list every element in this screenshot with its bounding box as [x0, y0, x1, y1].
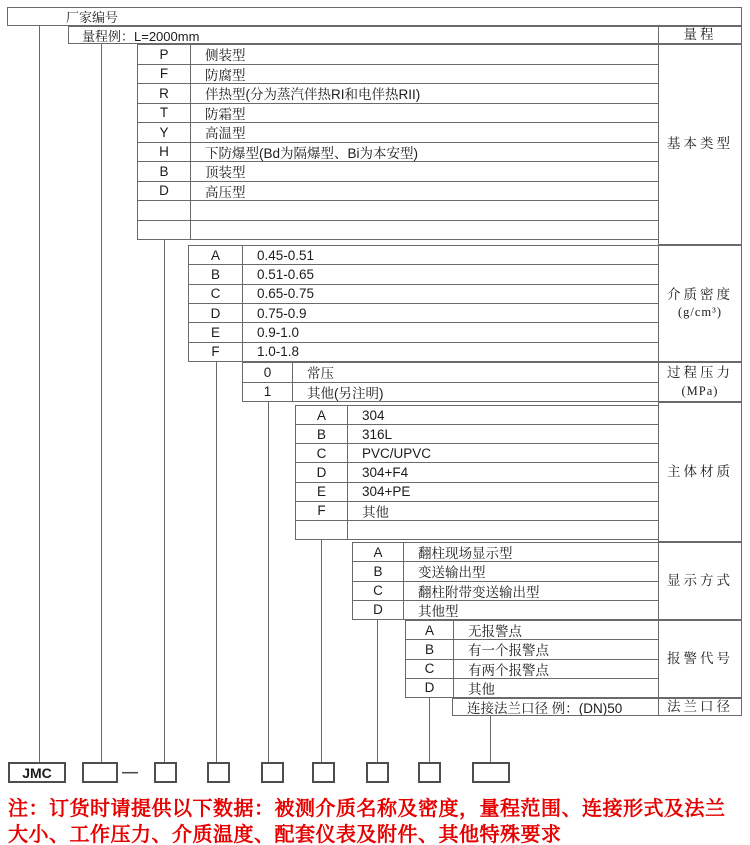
- table-row: [243, 383, 658, 402]
- category-label-text: 显示方式: [667, 572, 733, 588]
- desc-cell: [348, 521, 658, 539]
- desc-cell: 有两个报警点: [468, 662, 549, 678]
- category-label: [658, 362, 742, 402]
- category-label: [658, 44, 742, 245]
- code-cell: P: [138, 45, 191, 64]
- table-row: [353, 582, 658, 601]
- range-example-label: 量程例：L=2000mm: [82, 28, 200, 44]
- table-row: [189, 285, 658, 304]
- table-row: [189, 323, 658, 342]
- code-cell: D: [353, 601, 404, 619]
- desc-cell: 304+F4: [362, 464, 409, 480]
- code-cell: E: [296, 483, 348, 501]
- table-row: [296, 425, 658, 444]
- section-alarm-code: [405, 620, 659, 698]
- desc-cell: 0.65-0.75: [257, 286, 315, 302]
- desc-cell: 常压: [307, 366, 334, 382]
- desc-cell: 高温型: [205, 126, 246, 142]
- desc-cell: 无报警点: [468, 624, 522, 640]
- table-row: [406, 660, 658, 679]
- table-row: [189, 265, 658, 284]
- desc-cell: 其他: [468, 681, 495, 697]
- code-cell: B: [138, 162, 191, 181]
- table-row: [189, 246, 658, 265]
- table-row: [189, 304, 658, 323]
- desc-cell: 下防爆型(Bd为隔爆型、Bi为本安型): [205, 145, 419, 161]
- desc-cell: 连接法兰口径 例：(DN)50: [467, 701, 623, 715]
- display-code-box: [366, 762, 389, 783]
- table-row: [189, 343, 658, 361]
- code-cell: Y: [138, 123, 191, 142]
- section-display-mode: [352, 542, 659, 620]
- code-cell: D: [189, 304, 243, 322]
- table-row: [138, 143, 658, 163]
- code-cell: T: [138, 104, 191, 123]
- code-cell: C: [189, 285, 243, 303]
- table-row: [296, 521, 658, 539]
- category-label-text: 过程压力: [667, 365, 733, 381]
- code-cell: A: [406, 621, 454, 639]
- code-cell: F: [138, 65, 191, 84]
- connector-line: [101, 44, 102, 762]
- table-row: [406, 679, 658, 697]
- desc-cell: [191, 221, 658, 240]
- code-cell: D: [296, 463, 348, 481]
- section-flange-size: [452, 698, 659, 716]
- desc-cell: 有一个报警点: [468, 643, 549, 659]
- category-label: [658, 26, 742, 44]
- desc-cell: 翻柱现场显示型: [418, 546, 513, 562]
- code-cell: R: [138, 84, 191, 103]
- factory-code-label: 厂家编号: [66, 10, 119, 25]
- factory-code-row: [7, 7, 742, 26]
- code-cell: B: [189, 265, 243, 283]
- code-cell: 1: [243, 383, 293, 402]
- code-cell: C: [406, 660, 454, 678]
- alarm-code-box: [418, 762, 441, 783]
- code-cell: B: [353, 562, 404, 580]
- section-basic-type: [137, 44, 659, 240]
- desc-cell: 侧装型: [205, 48, 246, 64]
- desc-cell: 防腐型: [205, 67, 246, 83]
- order-note-line1: 注：订货时请提供以下数据：被测介质名称及密度，量程范围、连接形式及法兰: [8, 798, 726, 820]
- table-row: [296, 444, 658, 463]
- desc-cell: [191, 201, 658, 220]
- flange-code-box: [472, 762, 510, 783]
- desc-cell: 0.51-0.65: [257, 266, 315, 282]
- desc-cell: 高压型: [205, 184, 246, 200]
- desc-cell: 翻柱附带变送输出型: [418, 584, 540, 600]
- dash-separator: —: [122, 763, 138, 781]
- table-row: [138, 162, 658, 182]
- connector-line: [429, 698, 430, 762]
- category-label-unit: (g/cm³): [677, 305, 723, 320]
- category-label: [658, 698, 742, 716]
- basic-type-code-box: [154, 762, 177, 783]
- desc-cell: 顶装型: [205, 165, 246, 181]
- connector-line: [164, 240, 165, 762]
- category-label-text: 报警代号: [667, 650, 733, 666]
- desc-cell: 其他型: [418, 603, 459, 619]
- table-row: [296, 463, 658, 482]
- code-cell: C: [296, 444, 348, 462]
- category-label-text: 法兰口径: [667, 698, 733, 714]
- material-code-box: [312, 762, 335, 783]
- code-cell: H: [138, 143, 191, 162]
- table-row: [296, 502, 658, 521]
- code-cell: B: [296, 425, 348, 443]
- order-note: [8, 796, 746, 845]
- code-cell: [138, 221, 191, 240]
- table-row: [138, 45, 658, 65]
- code-cell: D: [138, 182, 191, 201]
- desc-cell: 伴热型(分为蒸汽伴热RI和电伴热RII): [205, 87, 421, 103]
- connector-line: [39, 26, 40, 762]
- code-cell: A: [189, 246, 243, 264]
- section-medium-density: [188, 245, 659, 362]
- section-process-pressure: [242, 362, 659, 402]
- code-cell: D: [406, 679, 454, 697]
- table-row: [296, 483, 658, 502]
- desc-cell: 防霜型: [205, 106, 246, 122]
- table-row: [406, 621, 658, 640]
- table-row: [138, 201, 658, 221]
- range-code-box: [82, 762, 118, 783]
- desc-cell: 316L: [362, 426, 393, 442]
- category-label-text: 主体材质: [667, 463, 733, 479]
- code-cell: F: [296, 502, 348, 520]
- connector-line: [490, 716, 491, 762]
- category-label: [658, 620, 742, 698]
- category-label-text: 量程: [683, 26, 717, 42]
- code-cell: C: [353, 582, 404, 600]
- desc-cell: PVC/UPVC: [362, 445, 432, 461]
- table-row: [138, 123, 658, 143]
- desc-cell: 0.9-1.0: [257, 324, 300, 340]
- desc-cell: 其他(另注明): [307, 385, 384, 401]
- category-label-text: 介质密度: [667, 286, 733, 302]
- desc-cell: 1.0-1.8: [257, 344, 300, 360]
- table-row: [406, 640, 658, 659]
- model-prefix-box: JMC: [8, 762, 66, 783]
- connector-line: [377, 620, 378, 762]
- section-body-material: [295, 405, 659, 540]
- category-label: [658, 542, 742, 620]
- desc-cell: 0.45-0.51: [257, 247, 315, 263]
- code-cell: [138, 201, 191, 220]
- desc-cell: 其他: [362, 504, 389, 520]
- table-row: [353, 562, 658, 581]
- density-code-box: [207, 762, 230, 783]
- table-row: [138, 65, 658, 85]
- code-cell: A: [296, 406, 348, 424]
- code-cell: [296, 521, 348, 539]
- category-label: [658, 402, 742, 542]
- connector-line: [321, 540, 322, 762]
- code-cell: F: [189, 343, 243, 361]
- table-row: [243, 363, 658, 383]
- table-row: [453, 699, 658, 715]
- category-label-text: 基本类型: [667, 136, 733, 152]
- code-cell: 0: [243, 363, 293, 382]
- order-note-line2: 大小、工作压力、介质温度、配套仪表及附件、其他特殊要求: [8, 824, 562, 845]
- code-cell: E: [189, 323, 243, 341]
- table-row: [138, 84, 658, 104]
- category-label: [658, 245, 742, 362]
- code-cell: A: [353, 543, 404, 561]
- connector-line: [216, 362, 217, 762]
- table-row: [353, 543, 658, 562]
- category-label-unit: (MPa): [681, 383, 719, 398]
- table-row: [138, 104, 658, 124]
- pressure-code-box: [261, 762, 284, 783]
- desc-cell: 0.75-0.9: [257, 305, 307, 321]
- desc-cell: 304+PE: [362, 484, 411, 500]
- table-row: [138, 182, 658, 202]
- connector-line: [268, 402, 269, 762]
- table-row: [296, 406, 658, 425]
- table-row: [353, 601, 658, 619]
- code-cell: B: [406, 640, 454, 658]
- range-row: [68, 26, 659, 44]
- desc-cell: 变送输出型: [418, 565, 486, 581]
- table-row: [138, 221, 658, 240]
- desc-cell: 304: [362, 407, 385, 423]
